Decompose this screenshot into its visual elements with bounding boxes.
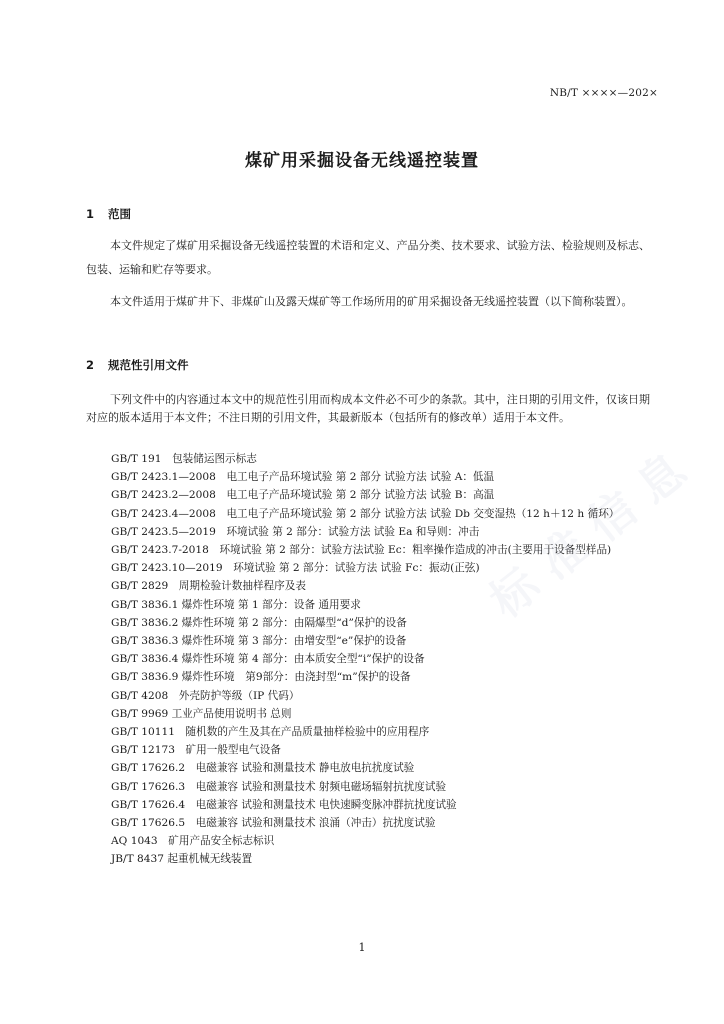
- reference-item: GB/T 191 包装储运图示标志: [111, 453, 257, 465]
- reference-item: GB/T 2423.10—2019 环境试验 第 2 部分：试验方法 试验 Fc：振动(正弦): [111, 562, 480, 575]
- reference-item: GB/T 3836.2 爆炸性环境 第 2 部分：由隔爆型“d”保护的设备: [111, 616, 407, 629]
- scope-paragraph-1: 本文件规定了煤矿用采掘设备无线遥控装置的术语和定义、产品分类、技术要求、试验方法、检验规则及标志、包装、运输和贮存等要求。: [86, 239, 650, 276]
- reference-item: GB/T 2423.7-2018 环境试验 第 2 部分：试验方法试验 Ec：粗率操作造成的冲击(主要用于设备型样品): [111, 544, 612, 557]
- section-title: 规范性引用文件: [108, 358, 189, 372]
- scope-paragraph-2: 本文件适用于煤矿井下、非煤矿山及露天煤矿等工作场所用的矿用采掘设备无线遥控装置（以下简称装置）。: [110, 295, 633, 308]
- reference-item: GB/T 3836.9 爆炸性环境 第9部分：由浇封型“m”保护的设备: [111, 671, 411, 684]
- standard-code: NB/T ××××—202×: [549, 87, 658, 99]
- reference-item: GB/T 17626.5 电磁兼容 试验和测量技术 浪涌（冲击）抗扰度试验: [111, 817, 436, 830]
- reference-item: GB/T 3836.4 爆炸性环境 第 4 部分：由本质安全型“i”保护的设备: [111, 653, 425, 666]
- reference-item: GB/T 2423.5—2019 环境试验 第 2 部分：试验方法 试验 Ea 和导则：冲击: [111, 525, 480, 538]
- reference-item: GB/T 10111 随机数的产生及其在产品质量抽样检验中的应用程序: [111, 726, 430, 739]
- reference-item: GB/T 17626.2 电磁兼容 试验和测量技术 静电放电抗扰度试验: [111, 762, 415, 775]
- reference-list: [86, 450, 654, 869]
- normative-intro: 下列文件中的内容通过本文中的规范性引用而构成本文件必不可少的条款。其中，注日期的引用文件，仅该日期对应的版本适用于本文件；不注日期的引用文件，其最新版本（包括所有的修改单）适用于本文件。: [86, 393, 650, 424]
- reference-item: GB/T 3836.3 爆炸性环境 第 3 部分：由增安型“e”保护的设备: [111, 635, 407, 648]
- page-number: 1: [358, 941, 366, 954]
- reference-item: GB/T 2423.4—2008 电工电子产品环境试验 第 2 部分 试验方法 试验 Db 交变湿热（12 h＋12 h 循环）: [111, 507, 620, 520]
- reference-item: GB/T 17626.3 电磁兼容 试验和测量技术 射频电磁场辐射抗扰度试验: [111, 780, 447, 793]
- reference-item: GB/T 2423.1—2008 电工电子产品环境试验 第 2 部分 试验方法 试验 A：低温: [111, 471, 495, 484]
- section-heading-normative-references: [86, 357, 189, 373]
- reference-item: GB/T 3836.1 爆炸性环境 第 1 部分：设备 通用要求: [111, 598, 361, 611]
- reference-item: GB/T 2423.2—2008 电工电子产品环境试验 第 2 部分 试验方法 试验 B：高温: [111, 489, 495, 502]
- reference-item: GB/T 17626.4 电磁兼容 试验和测量技术 电快速瞬变脉冲群抗扰度试验: [111, 798, 457, 811]
- section-title: 范围: [108, 207, 131, 221]
- section-number: 2: [86, 358, 95, 372]
- document-title: 煤矿用采掘设备无线遥控装置: [245, 151, 479, 171]
- reference-item: AQ 1043 矿用产品安全标志标识: [111, 835, 275, 848]
- reference-item: JB/T 8437 起重机械无线装置: [111, 853, 253, 866]
- section-heading-scope: [86, 206, 131, 222]
- section-number: 1: [86, 207, 95, 221]
- reference-item: GB/T 2829 周期检验计数抽样程序及表: [111, 580, 306, 593]
- reference-item: GB/T 12173 矿用一般型电气设备: [111, 744, 281, 757]
- reference-item: GB/T 9969 工业产品使用说明书 总则: [111, 707, 292, 720]
- reference-item: GB/T 4208 外壳防护等级（IP 代码）: [111, 689, 300, 702]
- watermark: 标 准 信 息: [479, 442, 696, 629]
